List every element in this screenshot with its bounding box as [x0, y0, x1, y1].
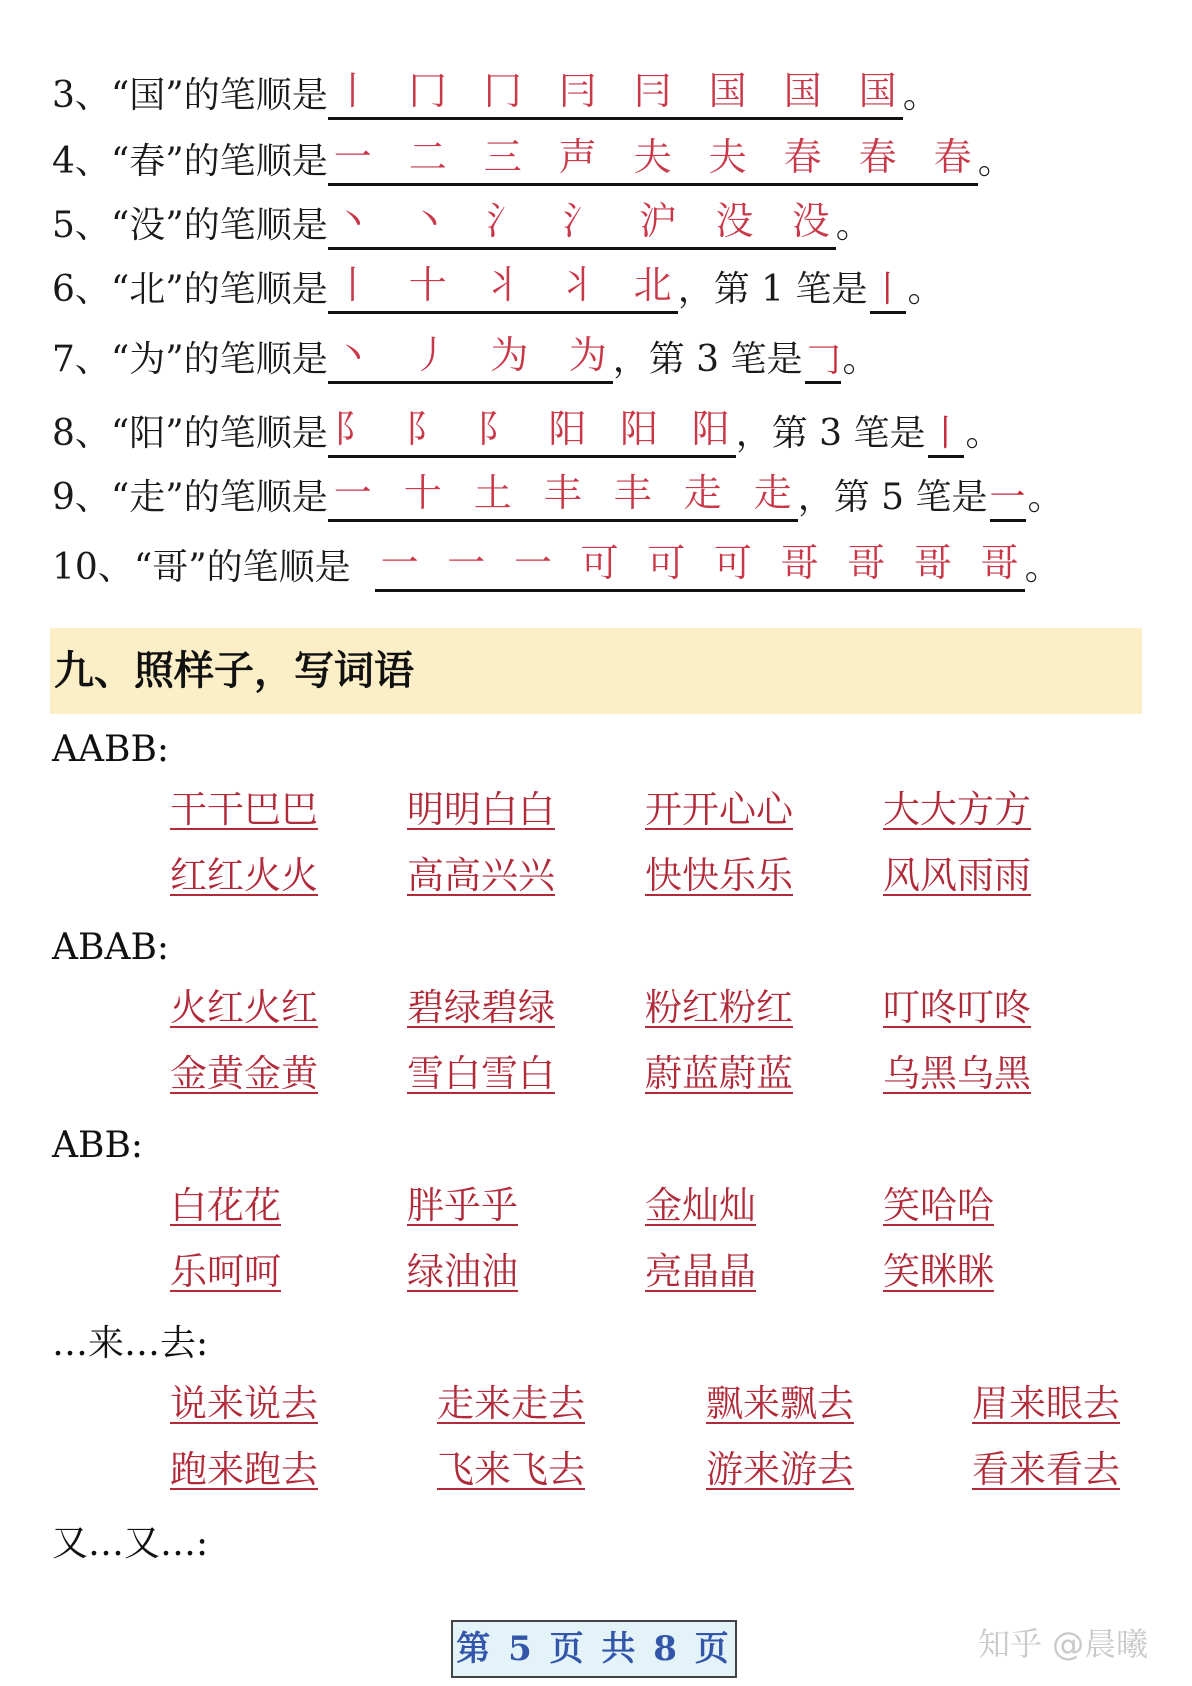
stroke-step: 阳: [548, 407, 587, 451]
stroke-step: 春: [783, 135, 822, 179]
stroke-number-answer: 一: [989, 477, 1026, 518]
stroke-line-end: 。: [977, 141, 1014, 182]
stroke-step: 北: [633, 263, 672, 307]
stroke-step: 丶: [333, 333, 372, 377]
example-word: 火红火红: [170, 986, 318, 1029]
stroke-step: 阳: [620, 407, 659, 451]
example-word: 金黄金黄: [170, 1052, 318, 1095]
stroke-order-item: [52, 124, 1014, 186]
example-word: 金灿灿: [645, 1184, 756, 1227]
example-word: 说来说去: [170, 1382, 318, 1425]
stroke-number-answer: 丨: [869, 269, 906, 310]
stroke-line-end: 。: [965, 413, 1002, 454]
stroke-step: 走: [683, 471, 722, 515]
stroke-step: 一: [333, 135, 372, 179]
word-category-label: ABAB:: [52, 927, 170, 968]
stroke-line-end: 。: [902, 75, 939, 116]
stroke-step: 夫: [708, 135, 747, 179]
stroke-subquestion: ，第 3 笔是: [612, 339, 803, 380]
example-word: 开开心心: [645, 788, 793, 831]
stroke-order-item: [52, 252, 944, 314]
stroke-step: 三: [483, 135, 522, 179]
stroke-answer-blank: [375, 534, 1025, 592]
stroke-question-suffix: 的笔顺是: [183, 141, 328, 182]
stroke-question-suffix: 的笔顺是: [183, 205, 328, 246]
stroke-answer-blank: [328, 128, 978, 186]
stroke-question-char: “阳”: [110, 413, 184, 454]
example-word: 笑哈哈: [883, 1184, 994, 1227]
stroke-number-answer: 𠃌: [804, 339, 841, 380]
example-word: 飘来飘去: [706, 1382, 854, 1425]
stroke-step: 阝: [476, 407, 515, 451]
stroke-step: 土: [473, 471, 512, 515]
example-word: 笑眯眯: [883, 1250, 994, 1293]
stroke-line-end: 。: [1027, 477, 1064, 518]
stroke-question-char: “北”: [110, 269, 184, 310]
example-word: 蔚蓝蔚蓝: [645, 1052, 793, 1095]
stroke-step: 冂: [483, 69, 522, 113]
stroke-step: 走: [753, 471, 792, 515]
example-word: 跑来跑去: [170, 1448, 318, 1491]
stroke-step: 哥: [980, 541, 1019, 585]
stroke-step: 国: [708, 69, 747, 113]
stroke-step: 一: [447, 541, 486, 585]
stroke-step: 沪: [639, 199, 678, 243]
example-word: 胖乎乎: [407, 1184, 518, 1227]
stroke-step: 一: [513, 541, 552, 585]
stroke-answer-blank: [328, 256, 678, 314]
stroke-step: 声: [558, 135, 597, 179]
stroke-step: 国: [858, 69, 897, 113]
stroke-step: 丰: [613, 471, 652, 515]
example-word: 绿油油: [407, 1250, 518, 1293]
word-category-label: 又…又…:: [52, 1523, 209, 1564]
word-category-label: …来…去:: [52, 1323, 209, 1364]
stroke-question-text: 3、: [52, 75, 111, 116]
stroke-step: 为: [490, 333, 529, 377]
example-word: 游来游去: [706, 1448, 854, 1491]
example-word: 乐呵呵: [170, 1250, 281, 1293]
stroke-question-char: “为”: [110, 339, 184, 380]
example-word: 快快乐乐: [645, 854, 793, 897]
stroke-step: 夫: [633, 135, 672, 179]
stroke-step: 丬: [483, 263, 522, 307]
stroke-step: 十: [408, 263, 447, 307]
stroke-line-end: 。: [835, 205, 872, 246]
example-word: 粉红粉红: [645, 986, 793, 1029]
watermark-text: 知乎 @晨曦: [978, 1625, 1149, 1663]
stroke-line-end: 。: [842, 339, 879, 380]
stroke-step: 冃: [558, 69, 597, 113]
stroke-step: 哥: [780, 541, 819, 585]
example-word: 风风雨雨: [883, 854, 1031, 897]
stroke-answer-blank: [328, 192, 836, 250]
example-word: 大大方方: [883, 788, 1031, 831]
stroke-step: 可: [713, 541, 752, 585]
stroke-step: 丬: [558, 263, 597, 307]
stroke-subquestion: ，第 1 笔是: [677, 269, 868, 310]
watermark: [978, 1620, 1148, 1668]
stroke-question-char: “哥”: [133, 547, 207, 588]
example-word: 高高兴兴: [407, 854, 555, 897]
stroke-order-item: [52, 188, 872, 250]
stroke-number-blank: [928, 414, 964, 458]
example-word: 眉来眼去: [972, 1382, 1120, 1425]
stroke-number-blank: [870, 270, 906, 314]
stroke-question-suffix: 的笔顺是: [183, 413, 328, 454]
example-word: 明明白白: [407, 788, 555, 831]
stroke-answer-blank: [328, 400, 736, 458]
stroke-answer-blank: [328, 62, 903, 120]
stroke-step: 阝: [333, 407, 372, 451]
stroke-step: 冂: [408, 69, 447, 113]
stroke-line-end: 。: [1024, 547, 1061, 588]
stroke-question-char: “走”: [110, 477, 184, 518]
stroke-step: 氵: [562, 199, 601, 243]
stroke-subquestion: ，第 5 笔是: [797, 477, 988, 518]
stroke-order-item: [52, 530, 1061, 592]
stroke-question-suffix: 的笔顺是: [183, 477, 328, 518]
stroke-question-text: 7、: [52, 339, 111, 380]
stroke-step: 丨: [333, 263, 372, 307]
stroke-step: 丶: [410, 199, 449, 243]
stroke-step: 哥: [913, 541, 952, 585]
stroke-step: 为: [568, 333, 607, 377]
stroke-order-item: [52, 396, 1002, 458]
stroke-order-item: [52, 460, 1064, 522]
stroke-step: 阳: [691, 407, 730, 451]
example-word: 亮晶晶: [645, 1250, 756, 1293]
stroke-step: 阝: [405, 407, 444, 451]
stroke-step: 春: [858, 135, 897, 179]
word-category-label: ABB:: [52, 1125, 144, 1166]
stroke-step: 冃: [633, 69, 672, 113]
stroke-number-blank: [990, 478, 1026, 522]
stroke-number-answer: 丨: [927, 413, 964, 454]
word-category-label: AABB:: [52, 729, 170, 770]
example-word: 红红火火: [170, 854, 318, 897]
stroke-order-item: [52, 322, 879, 384]
example-word: 叮咚叮咚: [883, 986, 1031, 1029]
stroke-order-item: [52, 58, 939, 120]
stroke-answer-blank: [328, 326, 613, 384]
example-word: 看来看去: [972, 1448, 1120, 1491]
stroke-step: 丰: [543, 471, 582, 515]
example-word: 乌黑乌黑: [883, 1052, 1031, 1095]
stroke-step: 国: [783, 69, 822, 113]
stroke-question-char: “春”: [110, 141, 184, 182]
stroke-step: 二: [408, 135, 447, 179]
example-word: 干干巴巴: [170, 788, 318, 831]
stroke-step: 可: [580, 541, 619, 585]
stroke-question-suffix: 的笔顺是: [183, 75, 328, 116]
stroke-step: 一: [380, 541, 419, 585]
section-header: [50, 628, 1142, 714]
stroke-step: 丨: [333, 69, 372, 113]
stroke-step: 没: [715, 199, 754, 243]
example-word: 碧绿碧绿: [407, 986, 555, 1029]
stroke-question-text: 10、: [52, 547, 134, 588]
stroke-line-end: 。: [907, 269, 944, 310]
stroke-step: 一: [333, 471, 372, 515]
example-word: 飞来飞去: [437, 1448, 585, 1491]
stroke-step: 哥: [847, 541, 886, 585]
example-word: 雪白雪白: [407, 1052, 555, 1095]
stroke-step: 春: [933, 135, 972, 179]
stroke-question-suffix: 的笔顺是: [206, 547, 351, 588]
stroke-step: 没: [791, 199, 830, 243]
stroke-question-text: 6、: [52, 269, 111, 310]
stroke-step: 可: [647, 541, 686, 585]
page-number-box: [451, 1620, 737, 1678]
stroke-question-text: 5、: [52, 205, 111, 246]
stroke-question-char: “没”: [110, 205, 184, 246]
stroke-question-char: “国”: [110, 75, 184, 116]
page-number-label: 第 5 页 共 8 页: [456, 1629, 732, 1669]
example-word: 白花花: [170, 1184, 281, 1227]
stroke-question-text: 9、: [52, 477, 111, 518]
stroke-answer-blank: [328, 464, 798, 522]
stroke-number-blank: [805, 340, 841, 384]
stroke-question-suffix: 的笔顺是: [183, 269, 328, 310]
stroke-step: 丶: [333, 199, 372, 243]
example-word: 走来走去: [437, 1382, 585, 1425]
stroke-subquestion: ，第 3 笔是: [735, 413, 926, 454]
stroke-step: 氵: [486, 199, 525, 243]
stroke-step: 十: [403, 471, 442, 515]
stroke-question-text: 8、: [52, 413, 111, 454]
section-title: 九、照样子，写词语: [54, 647, 414, 694]
stroke-question-suffix: 的笔顺是: [183, 339, 328, 380]
stroke-step: 丿: [412, 333, 451, 377]
stroke-question-text: 4、: [52, 141, 111, 182]
